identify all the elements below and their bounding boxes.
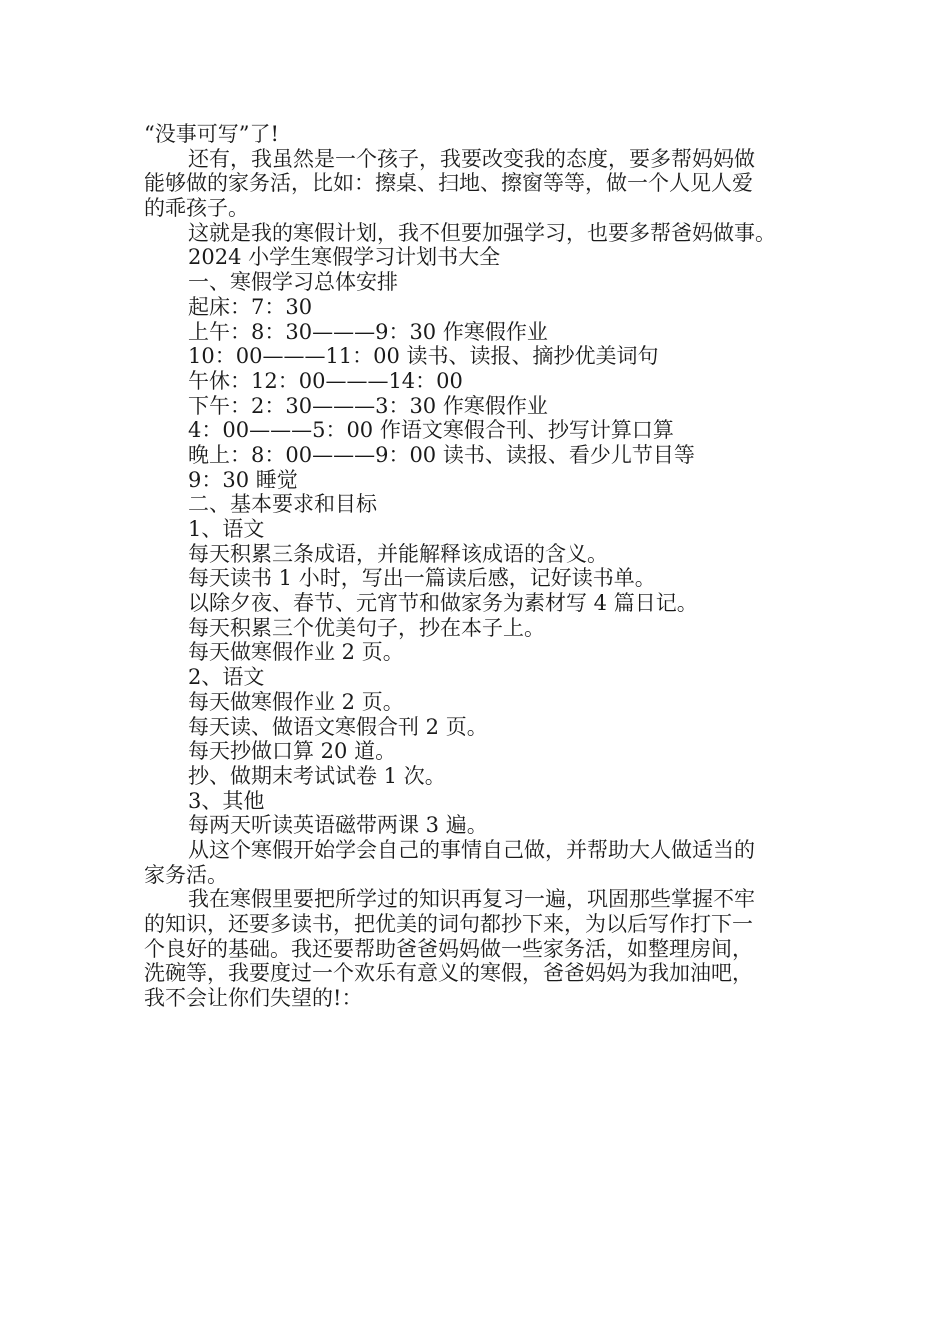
text-line: 10：00———11：00 读书、读报、摘抄优美词句	[188, 344, 659, 369]
text-line: 3、其他	[188, 788, 265, 813]
text-line: 还有，我虽然是一个孩子，我要改变我的态度，要多帮妈妈做	[188, 146, 755, 171]
text-line: 每天抄做口算 20 道。	[188, 739, 397, 764]
text-line: 2、语文	[188, 665, 265, 690]
document-body	[144, 122, 810, 1011]
text-line: 一、寒假学习总体安排	[188, 270, 398, 295]
text-line: 午休：12：00———14：00	[188, 368, 463, 393]
text-line: 的乖孩子。	[144, 196, 249, 221]
text-line: 每天做寒假作业 2 页。	[188, 689, 404, 714]
text-line: 能够做的家务活，比如：擦桌、扫地、擦窗等等，做一个人见人爱	[144, 171, 753, 196]
text-line: 晚上：8：00———9：00 读书、读报、看少儿节目等	[188, 442, 695, 467]
text-line: 4：00———5：00 作语文寒假合刊、抄写计算口算	[188, 418, 674, 443]
text-line: 9：30 睡觉	[188, 467, 298, 492]
text-line: 起床：7：30	[188, 294, 313, 319]
text-line: 以除夕夜、春节、元宵节和做家务为素材写 4 篇日记。	[188, 591, 698, 616]
text-line: 2024 小学生寒假学习计划书大全	[188, 245, 501, 270]
text-line: 个良好的基础。我还要帮助爸爸妈妈做一些家务活，如整理房间，	[144, 936, 753, 961]
text-line: 每天读、做语文寒假合刊 2 页。	[188, 714, 488, 739]
text-line: 每两天听读英语磁带两课 3 遍。	[188, 813, 488, 838]
text-line: 洗碗等，我要度过一个欢乐有意义的寒假，爸爸妈妈为我加油吧，	[144, 961, 753, 986]
text-line: 1、语文	[188, 517, 265, 541]
text-line: 从这个寒假开始学会自己的事情自己做，并帮助大人做适当的	[188, 837, 755, 862]
text-line: 我在寒假里要把所学过的知识再复习一遍，巩固那些掌握不牢	[188, 887, 755, 912]
text-line: 上午：8：30———9：30 作寒假作业	[188, 319, 548, 344]
text-line: “没事可写”了!	[144, 122, 279, 146]
text-line: 抄、做期末考试试卷 1 次。	[188, 763, 446, 788]
text-line: 每天做寒假作业 2 页。	[188, 640, 404, 665]
text-line: 每天积累三个优美句子，抄在本子上。	[188, 615, 545, 640]
text-line: 的知识，还要多读书，把优美的词句都抄下来，为以后写作打下一	[144, 912, 753, 936]
text-line: 二、基本要求和目标	[188, 492, 377, 517]
text-line: 家务活。	[144, 862, 228, 887]
text-line: 每天积累三条成语，并能解释该成语的含义。	[188, 541, 608, 566]
text-line: 我不会让你们失望的!：	[144, 986, 363, 1011]
text-line: 每天读书 1 小时，写出一篇读后感，记好读书单。	[188, 566, 656, 591]
text-line: 下午：2：30———3：30 作寒假作业	[188, 393, 548, 418]
text-line: 这就是我的寒假计划，我不但要加强学习，也要多帮爸妈做事。	[188, 220, 776, 245]
